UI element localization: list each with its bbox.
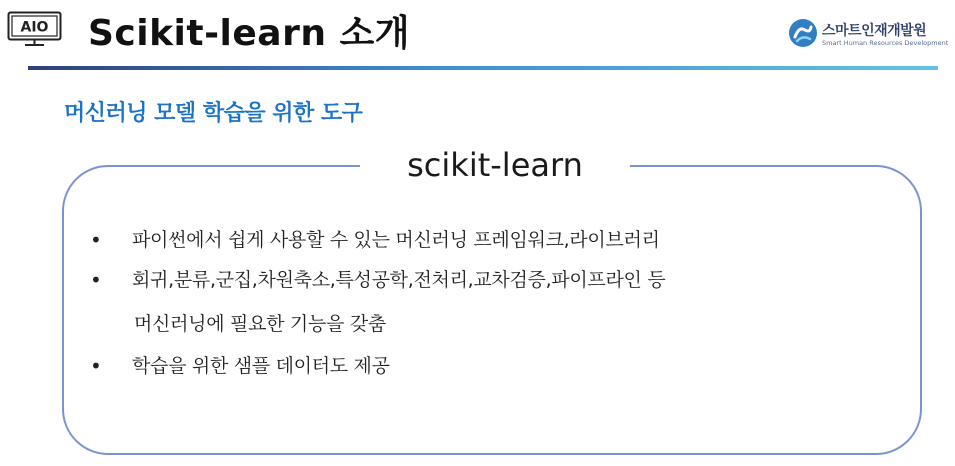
bullet-icon: • — [90, 228, 102, 252]
bullet-continuation-text: 머신러닝에 필요한 기능을 갖춤 — [134, 313, 386, 335]
list-item — [90, 348, 890, 388]
section-subtitle: 머신러닝 모델 학습을 위한 도구 — [64, 101, 363, 126]
page-title: Scikit-learn 소개 — [88, 13, 411, 54]
brand-mark-icon — [788, 18, 818, 48]
bullet-icon: • — [90, 354, 102, 378]
monitor-icon — [7, 11, 62, 47]
slide-header — [0, 0, 955, 72]
aio-logo — [7, 11, 62, 47]
card-title: scikit-learn — [360, 144, 630, 186]
list-item — [90, 262, 890, 302]
bullet-icon: • — [90, 268, 102, 292]
list-item — [90, 222, 890, 262]
header-divider — [28, 66, 938, 70]
list-item-continuation — [90, 302, 890, 348]
bullet-list — [90, 222, 890, 388]
bullet-text: 회귀,분류,군집,차원축소,특성공학,전처리,교차검증,파이프라인 등 — [132, 269, 666, 291]
bullet-text: 학습을 위한 샘플 데이터도 제공 — [132, 355, 390, 377]
brand-subtitle: Smart Human Resources Development — [822, 39, 949, 47]
bullet-text: 파이썬에서 쉽게 사용할 수 있는 머신러닝 프레임워크,라이브러리 — [132, 229, 660, 251]
brand-logo — [788, 18, 948, 52]
svg-text:AIO: AIO — [20, 19, 49, 36]
brand-name: 스마트인재개발원 — [822, 23, 927, 39]
